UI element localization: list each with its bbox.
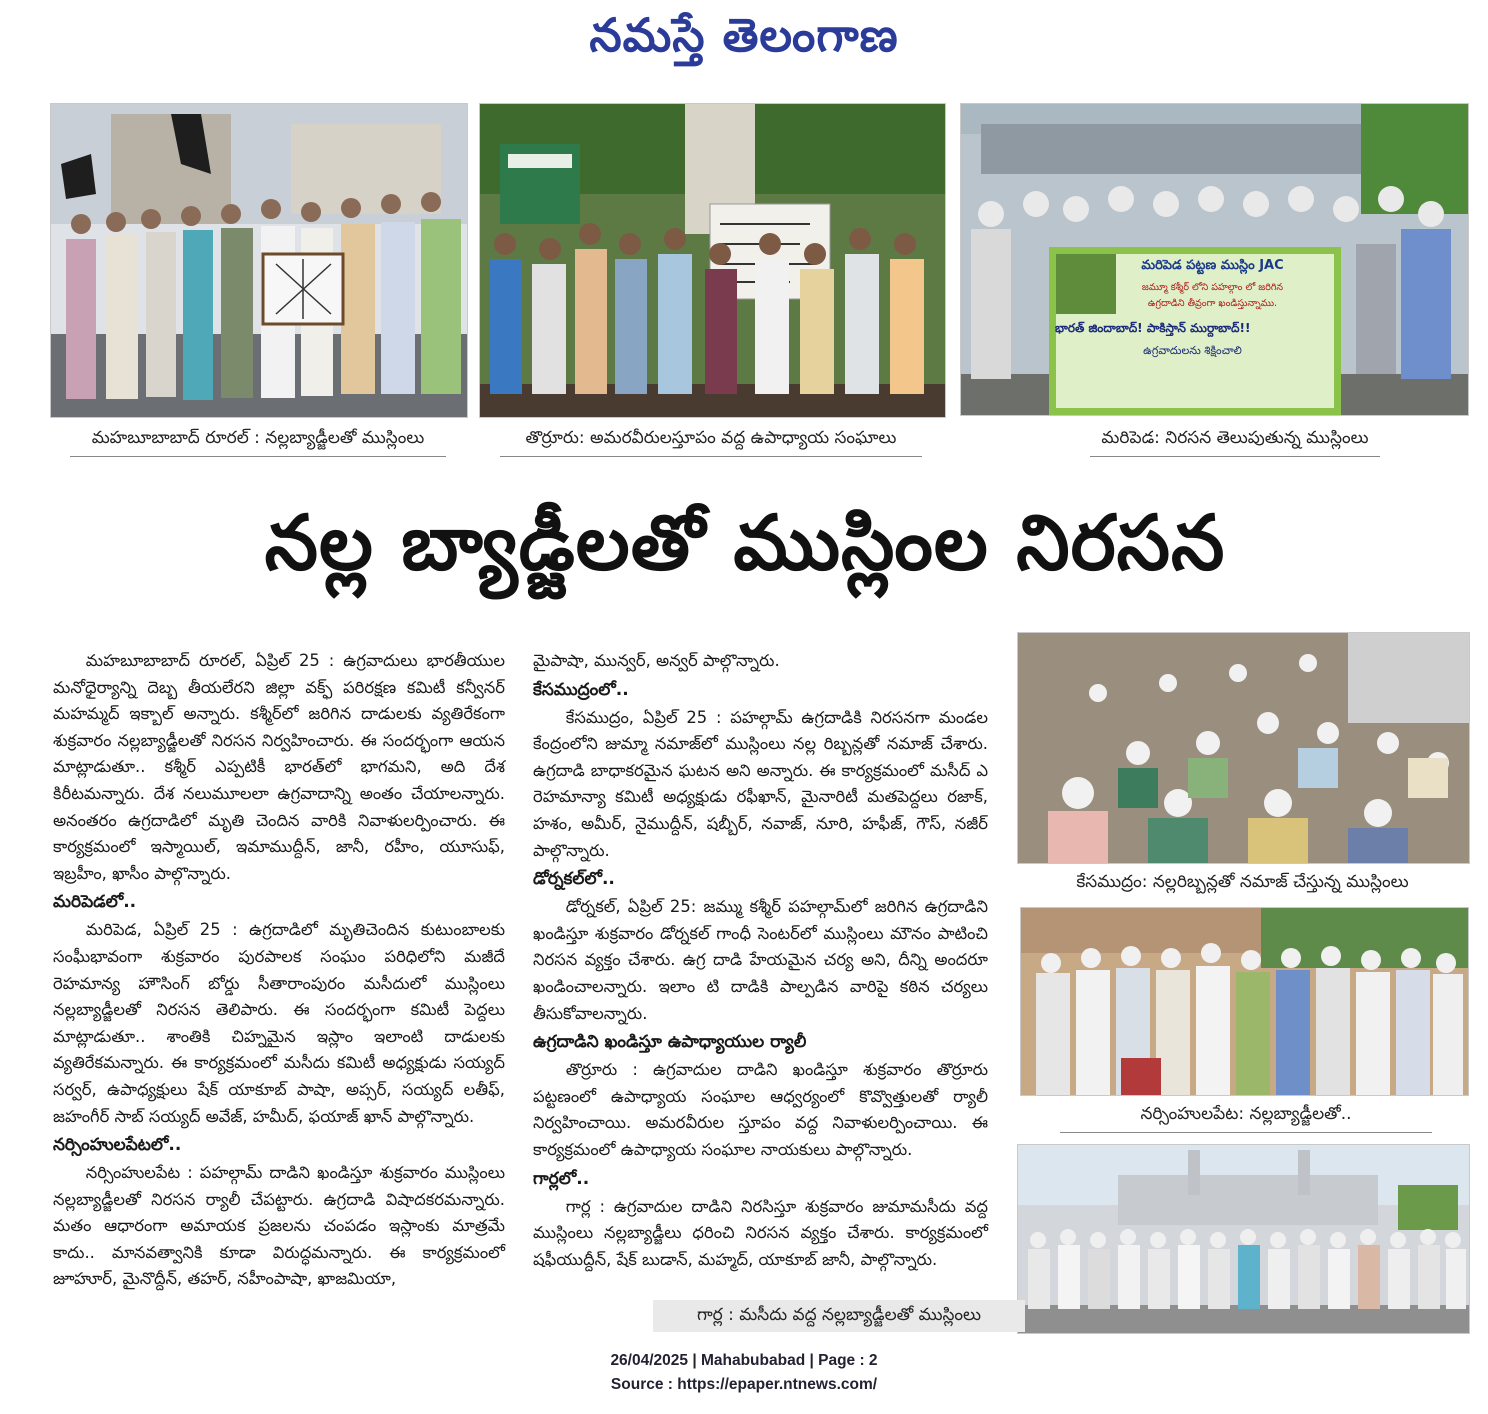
namaz-photo-image: [1018, 633, 1469, 863]
masthead: నమస్తే తెలంగాణ: [589, 8, 899, 62]
crowd-photo-image: [51, 104, 467, 417]
photo-thorrur-teachers: [479, 103, 946, 418]
subhead-garla: గార్లలో..: [533, 1168, 590, 1189]
main-headline: నల్ల బ్యాడ్జీలతో ముస్లింల నిరసన: [264, 498, 1226, 587]
banner-pakistan: పాకిస్తాన్ ముర్దాబాద్!!: [1146, 321, 1251, 335]
caption-garla: గార్ల : మసీదు వద్ద నల్లబ్యాడ్జీలతో ముస్లింలు: [697, 1305, 981, 1325]
para-garla: గార్ల : ఉగ్రవాదుల దాడిని నిరసిస్తూ శుక్రవారం జుమామసీదు వద్ద ముస్లింలు నల్లబ్యాడ్జీలు ధరించి నిరసన వ్యక్తం చేశారు. కార్యక్రమంలో షఫీయుద్దీన్, షేక్ బుడాన్, మహ్మద్, యాకూబ్ జానీ, పాల్గొన్నారు.: [533, 1196, 988, 1269]
photo-mahabubabad-rural: [50, 103, 468, 418]
caption-mahabubabad-rural: మహబూబాబాద్ రూరల్ : నల్లబ్యాడ్జీలతో ముస్లింలు: [70, 428, 446, 457]
narsimhulapet-photo-image: [1021, 908, 1468, 1095]
banner-line-2: జమ్మూ కశ్మీర్ లోని పహల్గాం లో జరిగిన: [1141, 282, 1284, 293]
para-narsimhulapet: నర్సింహులపేట : పహల్గామ్ దాడిని ఖండిస్తూ శుక్రవారం ముస్లింలు నల్లబ్యాడ్జీలతో నిరసన ర్యాలీ చేపట్టారు. ఉగ్రదాడి విషాదకరమన్నారు. మతం ఆధారంగా అమాయక ప్రజలను చంపడం ఇస్లాంకు మాత్రమే కాదు.. మానవత్వానికి కూడా విరుద్ధమన్నారు. ఈ కార్యక్రమంలో జూహూర్, మైనొద్దీన్, తహర్, నహీంపాషా, ఖాజమియా,: [53, 1163, 505, 1289]
para-kesamudram: కేసముద్రం, ఏప్రిల్ 25 : పహల్గామ్ ఉగ్రదాడికి నిరసనగా మండల కేంద్రంలోని జుమ్మా నమాజ్‌లో ముస్లింలు నల్ల రిబ్బన్లతో నమాజ్ చేశారు. ఉగ్రదాడి బాధాకరమైన ఘటన అని అన్నారు. ఈ కార్యక్రమంలో మసీద్ ఎ రెహమాన్యా కమిటీ అధ్యక్షుడు రఫీఖాన్, మైనారిటీ మతపెద్దలు రజాక్, హశం, అమీర్, నైముద్దీన్, షబ్బీర్, నవాజ్, నూరి, హఫీజ్, గౌస్, నజీర్ పాల్గొన్నారు.: [533, 707, 988, 860]
para-mahabubabad: మహబూబాబాద్ రూరల్, ఏప్రిల్ 25 : ఉగ్రవాదులు భారతీయుల మనోధైర్యాన్ని దెబ్బ తీయలేరని జిల్లా వక్ఫ్ పరిరక్షణ కమిటీ కన్వీనర్ మహమ్మద్ ఇక్బాల్ అన్నారు. కశ్మీర్‌లో జరిగిన దాడులకు వ్యతిరేకంగా శుక్రవారం నల్లబ్యాడ్జీలతో నిరసన నిర్వహించారు. ఈ సందర్భంగా ఆయన మాట్లాడుతూ.. కశ్మీర్ ఎప్పటికీ భారత్‌లో భాగమని, అది దేశ కిరీటమన్నారు. దేశ నలుమూలలా ఉగ్రవాదాన్ని అంతం చేయాలన్నారు. అనంతరం ఉగ్రదాడిలో మృతి చెందిన వారికి నివాళులర్పించారు. ఈ కార్యక్రమంలో ఇస్మాయిల్, ఇమాముద్దీన్, జానీ, రహీం, యూసుఫ్, ఇబ్రహీం, ఖాసీం పాల్గొన్నారు.: [53, 651, 505, 883]
subhead-dornakal: డోర్నకల్‌లో..: [533, 869, 615, 890]
photo-kesamudram-namaz: [1017, 632, 1470, 864]
caption-thorrur-teachers: తొర్రూరు: అమరవీరులస్తూపం వద్ద ఉపాధ్యాయ సంఘాలు: [500, 428, 922, 457]
footer-source: Source : https://epaper.ntnews.com/: [610, 1376, 878, 1393]
article-column-1: [53, 648, 505, 1293]
para-continued: మైపాషా, మున్వర్, అన్వర్ పాల్గొన్నారు.: [533, 651, 780, 670]
caption-garla-box: [653, 1300, 1025, 1332]
subhead-narsimhulapet: నర్సింహులపేటలో..: [53, 1135, 182, 1156]
para-dornakal: డోర్నకల్, ఏప్రిల్ 25: జమ్ము కశ్మీర్ పహల్గామ్‌లో జరిగిన ఉగ్రదాడిని ఖండిస్తూ శుక్రవారం డోర్నకల్ గాంధీ సెంటర్‌లో ముస్లింలు మౌనం పాటించి నిరసన వ్యక్తం చేశారు. ఉగ్ర దాడి హేయమైన చర్య అని, దీన్ని అందరూ ఖండించాలన్నారు. ఇలాం టి దాడికి పాల్పడిన వారిపై కఠిన చర్యలు తీసుకోవాలన్నారు.: [533, 897, 988, 1023]
photo-narsimhulapet: [1020, 907, 1469, 1096]
garla-photo-image: [1018, 1145, 1469, 1333]
protest-banner: [1055, 258, 1330, 360]
footer-date-edition: 26/04/2025 | Mahabubabad | Page : 2: [610, 1352, 878, 1369]
para-thorrur: తొర్రూరు : ఉగ్రవాదుల దాడిని ఖండిస్తూ శుక్రవారం తొర్రూరు పట్టణంలో ఉపాధ్యాయ సంఘాల ఆధ్వర్యంలో కొవ్వొత్తులతో ర్యాలీ నిర్వహించాయి. అమరవీరుల స్తూపం వద్ద నివాళులర్పించాయి. ఈ కార్యక్రమంలో ఉపాధ్యాయ సంఘాల నాయకులు పాల్గొన్నారు.: [533, 1060, 988, 1159]
banner-line-5: ఉగ్రవాదులను శిక్షించాలి: [1143, 344, 1242, 357]
caption-narsimhulapet: నర్సింహులపేట: నల్లబ్యాడ్జీలతో..: [1060, 1104, 1432, 1133]
subhead-teachers-rally: ఉగ్రదాడిని ఖండిస్తూ ఉపాధ్యాయుల ర్యాలీ: [533, 1032, 807, 1053]
para-maripeda: మరిపెడ, ఏప్రిల్ 25 : ఉగ్రదాడిలో మృతిచెందిన కుటుంబాలకు సంఘీభావంగా శుక్రవారం పురపాలక సంఘం పరిధిలోని మజీదే రెహమాన్య హౌసింగ్ బోర్డు సీతారాంపురం మసీదులో ముస్లింలు నల్లబ్యాడ్జీలతో నిరసన తెలిపారు. ఈ సందర్భంగా కమిటీ పెద్దలు మాట్లాడుతూ.. శాంతికి చిహ్నమైన ఇస్లాం ఇలాంటి దాడులకు వ్యతిరేకమన్నారు. ఈ కార్యక్రమంలో మసీదు కమిటీ అధ్యక్షుడు సయ్యద్ సర్వర్, ఉపాధ్యక్షులు షేక్ యాకూబ్ పాషా, అప్సర్, సయ్యద్ లతీఫ్, జహంగీర్ సాబ్ సయ్యద్ అవేజ్, హమీద్, ఫయాజ్ ఖాన్ పాల్గొన్నారు.: [53, 920, 505, 1126]
teachers-photo-image: [480, 104, 945, 417]
banner-line-3: ఉగ్రదాడిని తీవ్రంగా ఖండిస్తున్నాము.: [1147, 298, 1278, 309]
banner-line-jac: మరిపెడ పట్టణ ముస్లిం JAC: [1141, 258, 1284, 273]
caption-kesamudram: కేసముద్రం: నల్లరిబ్బన్లతో నమాజ్ చేస్తున్న ముస్లింలు: [1076, 872, 1409, 892]
banner-bharat: భారత్ జిందాబాద్!: [1055, 321, 1143, 335]
subhead-maripeda: మరిపెడలో..: [53, 892, 137, 913]
banner-line-4: [1055, 321, 1330, 338]
photo-garla: [1017, 1144, 1470, 1334]
caption-maripeda: మరిపెడ: నిరసన తెలుపుతున్న ముస్లింలు: [1090, 428, 1380, 457]
article-column-2: [533, 648, 988, 1273]
subhead-kesamudram: కేసముద్రంలో..: [533, 679, 629, 700]
